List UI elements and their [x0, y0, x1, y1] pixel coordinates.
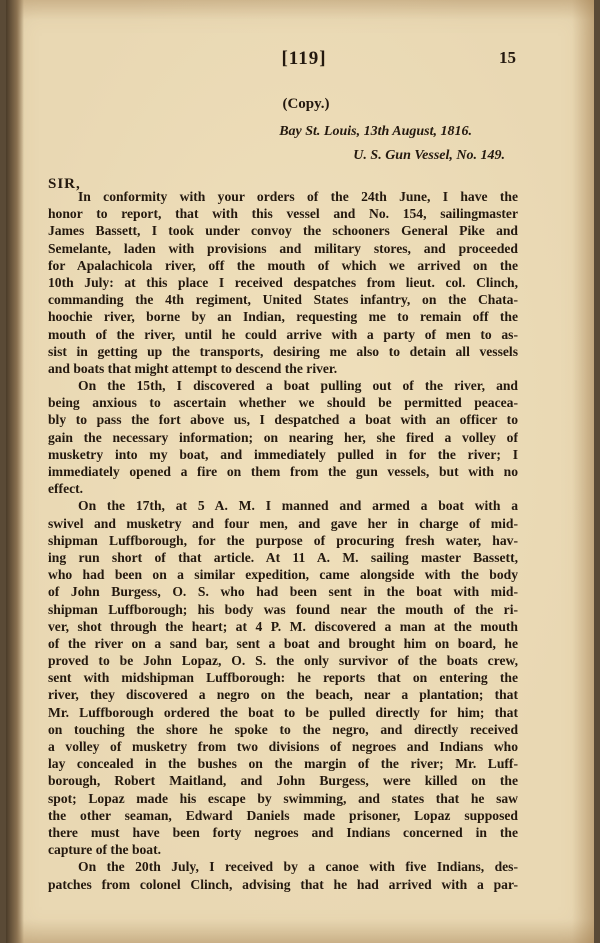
document-number: [119] [281, 48, 327, 69]
body-line: of John Burgess, O. S. who had been sent in the boat with mid- [48, 584, 518, 600]
body-line: on touching the shore he spoke to the negro, and directly received [48, 721, 518, 737]
body-line: being anxious to ascertain whether we should be permitted peacea- [48, 395, 518, 411]
body-line: hoochie river, borne by an Indian, requesting me to remain off the [48, 309, 518, 325]
body-line: James Bassett, I took under convoy the schooners General Pike and [48, 223, 518, 239]
body-line: who had been on a similar expedition, came alongside with the body [48, 567, 518, 583]
body-line: swivel and musketry and four men, and gave her in charge of mid- [48, 515, 518, 531]
page-gutter-shadow [6, 0, 24, 943]
body-line: shipman Luffborough, for the purpose of procuring fresh water, hav- [48, 532, 518, 548]
body-line: capture of the boat. [48, 842, 162, 858]
body-line: spot; Lopaz made his escape by swimming, and states that he saw [48, 790, 518, 806]
body-line: and boats that might attempt to descend the river. [48, 360, 338, 376]
page-number: 15 [499, 48, 516, 67]
body-line: borough, Robert Maitland, and John Burgess, were killed on the [48, 773, 518, 789]
body-line: shipman Luffborough; his body was found near the mouth of the ri- [48, 601, 518, 617]
body-line: river, they discovered a negro on the beach, near a plantation; that [48, 687, 518, 703]
letter-salutation: SIR, [48, 176, 81, 192]
document-page [6, 0, 594, 943]
body-line: 10th July: at this place I received despatches from lieut. col. Clinch, [48, 274, 518, 290]
body-line: patches from colonel Clinch, advising that he had arrived with a par- [48, 876, 518, 892]
body-line: of the river on a sand bar, sent a boat and brought him on board, he [48, 635, 518, 651]
body-line: a volley of musketry from two divisions of negroes and Indians who [48, 739, 518, 754]
body-line: gain the necessary information; on nearing her, she fired a volley of [48, 429, 518, 445]
body-line: commanding the 4th regiment, United States infantry, on the Chata- [48, 292, 518, 308]
body-line: ver, shot through the heart; at 4 P. M. discovered a man at the mouth [48, 618, 518, 634]
body-line: In conformity with your orders of the 24th June, I have the [78, 189, 518, 204]
copy-label: (Copy.) [282, 96, 330, 112]
body-line: Semelante, laden with provisions and military stores, and proceeded [48, 240, 518, 256]
body-line: sent with midshipman Luffborough: he reports that on entering the [48, 670, 518, 686]
body-line: proved to be John Lopaz, O. S. the only survivor of the boats crew, [48, 653, 518, 669]
body-line: there must have been forty negroes and Indians concerned in the [48, 824, 518, 840]
body-line: Mr. Luffborough ordered the boat to be pulled directly for him; that [48, 704, 518, 720]
body-line: the other seaman, Edward Daniels made prisoner, Lopaz supposed [48, 807, 518, 823]
body-line: effect. [48, 481, 84, 497]
body-line: for Apalachicola river, off the mouth of which we arrived on the [48, 257, 518, 273]
letter-dateline: Bay St. Louis, 13th August, 1816. [279, 124, 472, 139]
body-line: On the 20th July, I received by a canoe with five Indians, des- [78, 859, 518, 875]
letter-body [48, 188, 518, 893]
letter-vessel: U. S. Gun Vessel, No. 149. [353, 148, 505, 163]
body-line: bly to pass the fort above us, I despatched a boat with an officer to [48, 412, 518, 428]
body-line: sist in getting up the transports, desiring me also to detain all vessels [48, 343, 518, 359]
body-line: immediately opened a fire on them from the gun vessels, but with no [48, 464, 518, 479]
body-line: ing run short of that article. At 11 A. M. sailing master Bassett, [48, 549, 518, 565]
body-line: mouth of the river, until he could arrive with a party of men to as- [48, 326, 518, 342]
body-line: lay concealed in the bushes on the margin of the river; Mr. Luff- [48, 756, 518, 772]
body-line: musketry into my boat, and immediately pulled in for the river; I [48, 446, 518, 462]
body-line: honor to report, that with this vessel and No. 154, sailingmaster [48, 206, 518, 222]
body-line: On the 15th, I discovered a boat pulling out of the river, and [78, 378, 518, 394]
body-line: On the 17th, at 5 A. M. I manned and armed a boat with a [78, 498, 518, 514]
